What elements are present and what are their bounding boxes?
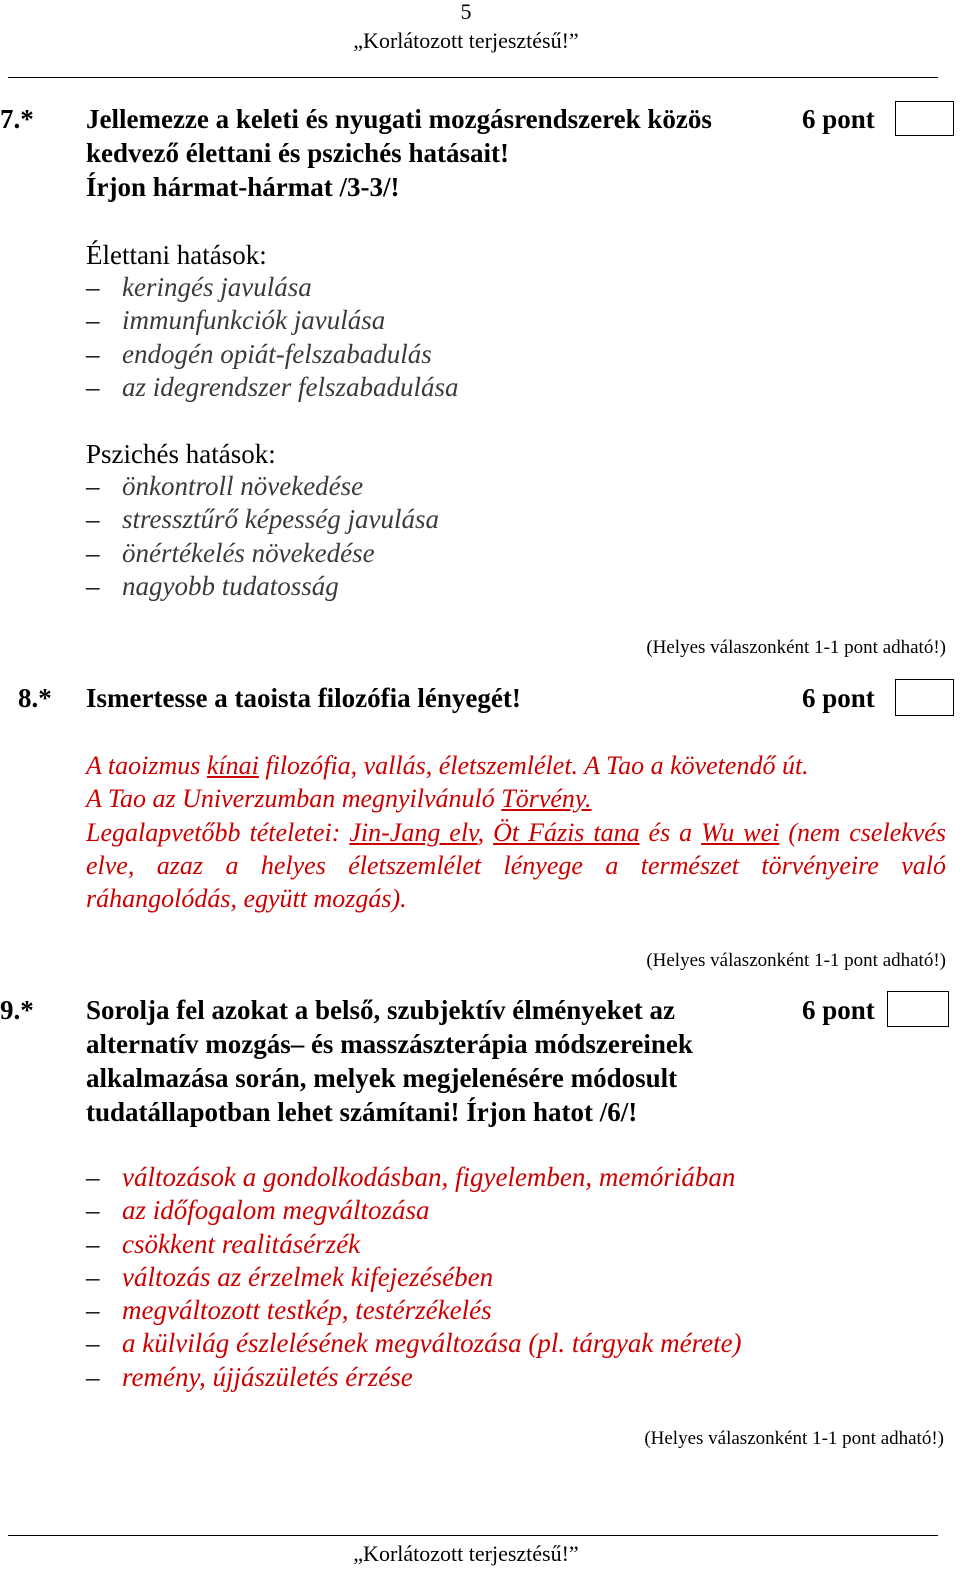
- underlined-term: Wu wei: [701, 817, 780, 847]
- footer-title: „Korlátozott terjesztésű!”: [353, 1541, 579, 1566]
- q7-scoring-note: (Helyes válaszonként 1-1 pont adható!): [646, 637, 946, 658]
- q7-psych-heading: Pszichés hatások:: [86, 439, 276, 469]
- q8-scoring-note: (Helyes válaszonként 1-1 pont adható!): [646, 950, 946, 971]
- list-item: – stressztűrő képesség javulása: [86, 503, 786, 536]
- q7-line-1: Jellemezze a keleti és nyugati mozgásrendszerek közös: [86, 104, 712, 134]
- q7-line-3: Írjon hármat-hármat /3-3/!: [86, 172, 400, 202]
- dash-bullet: –: [86, 305, 100, 336]
- q8-answer-line-2: A Tao az Univerzumban megnyilvánuló Törvény.: [86, 784, 592, 814]
- list-item: – keringés javulása: [86, 271, 786, 304]
- q8-answer-line-1: A taoizmus kínai filozófia, vallás, életszemlélet. A Tao a követendő út.: [86, 751, 809, 780]
- q8-answer: [86, 749, 946, 915]
- q8-question: Ismertesse a taoista filozófia lényegét!: [86, 683, 521, 713]
- dash-bullet: –: [86, 1328, 100, 1359]
- q7-physio-list: [86, 271, 786, 404]
- q9-line-3: alkalmazása során, melyek megjelenésére módosult: [86, 1063, 678, 1093]
- list-item: – nagyobb tudatosság: [86, 570, 786, 603]
- list-item: – változások a gondolkodásban, figyelemben, memóriában: [86, 1161, 946, 1194]
- dash-bullet: –: [86, 504, 100, 535]
- q9-number: 9.*: [0, 995, 34, 1025]
- q7-points: 6 pont: [802, 104, 875, 134]
- list-item: – változás az érzelmek kifejezésében: [86, 1261, 946, 1294]
- dash-bullet: –: [86, 1162, 100, 1192]
- q8-answer-paragraph: Legalapvetőbb tételetei: Jin-Jang elv, Öt Fázis tana és a Wu wei (nem cselekvés elve, azaz a helyes életszemlélet lényege a természet törvényeire való ráhangolódás, együtt mozgás).: [86, 817, 946, 914]
- q7-line-2: kedvező élettani és pszichés hatásait!: [86, 138, 509, 168]
- q9-line-4: tudatállapotban lehet számítani! Írjon hatot /6/!: [86, 1097, 638, 1127]
- dash-bullet: –: [86, 338, 100, 369]
- list-item: – önértékelés növekedése: [86, 537, 786, 570]
- q9-line-2: alternatív mozgás– és masszászterápia módszereinek: [86, 1029, 693, 1059]
- list-item: – önkontroll növekedése: [86, 470, 786, 503]
- dash-bullet: –: [86, 272, 100, 302]
- dash-bullet: –: [86, 371, 100, 402]
- dash-bullet: –: [86, 1261, 100, 1292]
- q9-question: [86, 993, 786, 1129]
- q7-question: [86, 102, 786, 204]
- dash-bullet: –: [86, 1295, 100, 1326]
- list-item: – csökkent realitásérzék: [86, 1228, 946, 1261]
- list-item: – immunfunkciók javulása: [86, 304, 786, 337]
- q8-score-box[interactable]: [895, 679, 954, 716]
- dash-bullet: –: [86, 1361, 100, 1392]
- list-item: – az idegrendszer felszabadulása: [86, 371, 786, 404]
- list-item: – endogén opiát-felszabadulás: [86, 338, 786, 371]
- dash-bullet: –: [86, 471, 100, 501]
- q7-physio-heading: Élettani hatások:: [86, 240, 267, 270]
- q7-number: 7.*: [0, 104, 34, 134]
- underlined-term: kínai: [206, 751, 259, 780]
- header-rule: [8, 77, 938, 78]
- underlined-term: Öt Fázis tana: [493, 817, 640, 847]
- underlined-term: Jin-Jang elv: [349, 817, 478, 847]
- list-item: – remény, újjászületés érzése: [86, 1361, 946, 1394]
- dash-bullet: –: [86, 1195, 100, 1226]
- q9-answer-list: [86, 1161, 946, 1394]
- dash-bullet: –: [86, 570, 100, 601]
- q8-points: 6 pont: [802, 683, 875, 713]
- q9-points: 6 pont: [802, 995, 875, 1025]
- q9-scoring-note: (Helyes válaszonként 1-1 pont adható!): [644, 1428, 944, 1449]
- q7-psych-list: [86, 470, 786, 603]
- list-item: – a külvilág észlelésének megváltozása (pl. tárgyak mérete): [86, 1327, 946, 1360]
- page-number: 5: [460, 0, 472, 24]
- dash-bullet: –: [86, 1228, 100, 1259]
- q9-line-1: Sorolja fel azokat a belső, szubjektív élményeket az: [86, 995, 675, 1025]
- list-item: – megváltozott testkép, testérzékelés: [86, 1294, 946, 1327]
- q9-score-box[interactable]: [887, 991, 949, 1027]
- q8-number: 8.*: [18, 683, 52, 713]
- underlined-term: Törvény.: [501, 784, 592, 814]
- header-title: „Korlátozott terjesztésű!”: [353, 28, 579, 53]
- footer-rule: [8, 1535, 938, 1536]
- q7-score-box[interactable]: [895, 101, 954, 136]
- dash-bullet: –: [86, 537, 100, 568]
- list-item: – az időfogalom megváltozása: [86, 1194, 946, 1227]
